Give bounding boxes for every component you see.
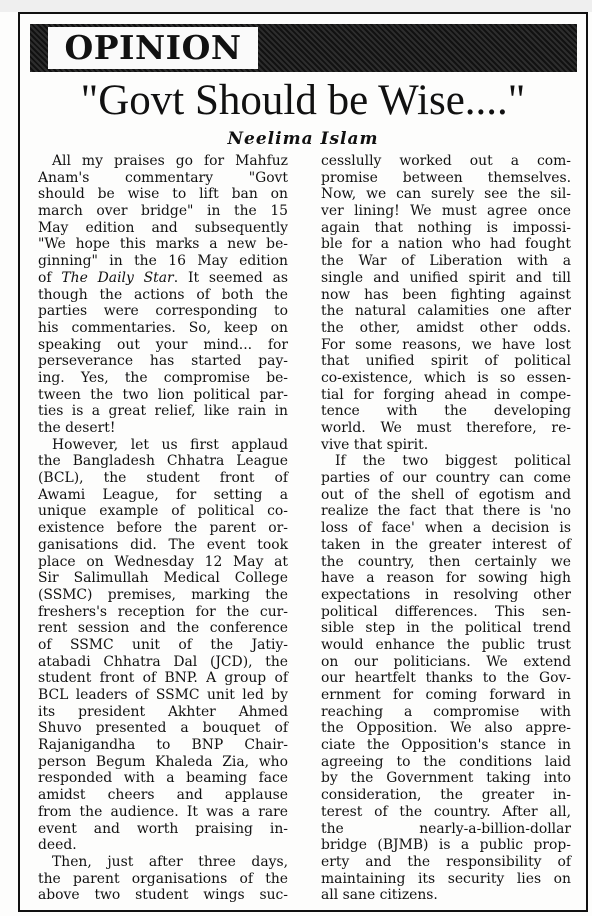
text-line: [321, 487, 571, 504]
text-line: [38, 420, 288, 437]
text-line-body: terest of the country. After all,: [321, 803, 571, 820]
text-line: [321, 153, 571, 170]
text-line-body: the War of Liberation with a: [321, 253, 571, 270]
text-line: [321, 520, 571, 537]
text-line: [321, 420, 571, 437]
text-line: [38, 754, 288, 771]
text-line-body: Shuvo presented a bouquet of: [38, 720, 288, 737]
article-column-left: [38, 153, 288, 904]
text-line-body: All my praises go for Mahfuz: [52, 153, 288, 169]
text-line: [321, 854, 571, 871]
text-line-body: ties is a great relief, like rain in: [38, 403, 288, 420]
text-line: [38, 520, 288, 537]
text-line-body: above two student wings suc-: [38, 887, 288, 904]
text-line-body: should be wise to lift ban on: [38, 186, 288, 203]
text-line: [38, 303, 288, 320]
text-line-body: single and unified spirit and till: [321, 269, 571, 286]
text-line-body: world. We must therefore, re-: [321, 420, 571, 436]
text-line-body: the Bangladesh Chhatra League: [38, 453, 288, 470]
text-line-body: though the actions of both the: [38, 286, 288, 303]
text-line: [38, 670, 288, 687]
text-line-body: place on Wednesday 12 May at: [38, 553, 288, 570]
text-line: [38, 387, 288, 404]
text-line-body: However, let us first applaud: [52, 436, 288, 453]
text-line-body: our heartfelt thanks to the Gov-: [321, 670, 571, 687]
text-line-body: have a reason for sowing high: [321, 570, 571, 587]
text-line-body: speaking out your mind... for: [38, 336, 288, 353]
text-line-body: BCL leaders of SSMC unit led by: [38, 687, 288, 703]
text-line: [38, 353, 288, 370]
article-frame: [18, 12, 588, 912]
text-line: [38, 854, 288, 871]
text-line-body: student front of BNP. A group of: [38, 670, 288, 687]
text-line-body: For some reasons, we have lost: [321, 336, 571, 353]
text-line: [38, 453, 288, 470]
text-line-body: now has been fighting against: [321, 286, 571, 303]
text-line: [38, 604, 288, 621]
text-line-body: the parent organisations of the: [38, 870, 288, 887]
text-line: [38, 687, 288, 704]
text-line-body: that unified spirit of political: [321, 353, 571, 370]
text-line: [321, 821, 571, 838]
article-headline: "Govt Should be Wise....": [80, 77, 526, 124]
text-line-body: sible step in the political trend: [321, 620, 571, 637]
text-line-body: perseverance has started pay-: [38, 353, 288, 370]
text-line-body: agreeing to the conditions laid: [321, 753, 571, 770]
text-line-body: Sir Salimullah Medical College: [38, 570, 288, 587]
text-line-body: co-existence, which is so essen-: [321, 369, 571, 386]
text-line: [321, 503, 571, 520]
text-line: [38, 220, 288, 237]
text-line: [38, 704, 288, 721]
text-line-body: realize the fact that there is 'no: [321, 503, 571, 520]
text-line: [38, 253, 288, 270]
text-line: [321, 604, 571, 621]
text-line: [38, 570, 288, 587]
text-line-body: person Begum Khaleda Zia, who: [38, 753, 288, 770]
text-line: [38, 270, 288, 287]
text-line-body: reaching a compromise with: [321, 703, 571, 720]
text-line-body: the desert!: [38, 420, 116, 436]
text-line-body: all sane citizens.: [321, 887, 438, 904]
text-line: [321, 670, 571, 687]
text-line: [38, 654, 288, 671]
article-column-right: [321, 153, 571, 904]
text-line: [321, 186, 571, 203]
text-line-body: march over bridge" in the 15: [38, 203, 288, 220]
text-line-body: political differences. This sen-: [321, 603, 571, 620]
text-line-body: the nearly-a-billion-dollar: [321, 820, 571, 837]
text-line-body: its president Akhter Ahmed: [38, 703, 288, 720]
text-line: [321, 387, 571, 404]
text-line: [38, 887, 288, 904]
text-line: [38, 787, 288, 804]
text-line: [38, 720, 288, 737]
text-line: [321, 570, 571, 587]
text-line: [38, 403, 288, 420]
text-line-body: amidst cheers and applause: [38, 787, 288, 804]
text-line-body: (BCL), the student front of: [38, 470, 288, 487]
text-line: [321, 754, 571, 771]
text-line: [38, 554, 288, 571]
text-line: [38, 370, 288, 387]
text-line: [321, 687, 571, 704]
text-line-body: If the two biggest political: [335, 453, 571, 470]
text-line: [321, 370, 571, 387]
text-line: [321, 637, 571, 654]
text-line-body: ble for a nation who had fought: [321, 236, 571, 253]
text-line-body: would enhance the public trust: [321, 636, 571, 653]
text-line-body: ganisations did. The event took: [38, 536, 288, 553]
text-line-body: Now, we can surely see the sil-: [321, 186, 571, 203]
text-line: [38, 503, 288, 520]
text-line: [321, 654, 571, 671]
text-line: [38, 637, 288, 654]
text-line-body: ver lining! We must agree once: [321, 203, 571, 220]
text-line-body: from the audience. It was a rare: [38, 803, 288, 820]
text-line-tail: . It seemed as: [173, 269, 289, 286]
text-line-body: parties were corresponding to: [38, 303, 288, 320]
text-line: [321, 220, 571, 237]
text-line-body: again that nothing is impossi-: [321, 219, 571, 236]
article-byline: Neelima Islam: [227, 129, 379, 149]
newspaper-title: The Daily Star: [61, 269, 174, 286]
text-line: [321, 203, 571, 220]
text-line: [38, 620, 288, 637]
text-line-body: Anam's commentary "Govt: [38, 169, 288, 186]
text-line: [38, 203, 288, 220]
text-line-body: ciate the Opposition's stance in: [321, 737, 571, 754]
text-line-body: tence with the developing: [321, 403, 571, 420]
text-line-body: event and worth praising in-: [38, 820, 288, 837]
text-line: [38, 170, 288, 187]
text-line-body: loss of face' when a decision is: [321, 520, 571, 537]
text-line: [38, 153, 288, 170]
text-line: [321, 170, 571, 187]
text-line-body: taken in the greater interest of: [321, 536, 571, 553]
text-line: [321, 253, 571, 270]
section-banner: [30, 24, 577, 72]
text-line-body: erty and the responsibility of: [321, 853, 571, 870]
text-line-body: Rajanigandha to BNP Chair-: [38, 737, 288, 754]
text-line-body: expectations in resolving other: [321, 586, 571, 603]
text-line: [38, 587, 288, 604]
text-line-body: of: [38, 269, 62, 286]
text-line-body: on our politicians. We extend: [321, 653, 571, 670]
text-line-body: May edition and subsequently: [38, 219, 288, 236]
text-line: [321, 887, 571, 904]
text-line: [321, 737, 571, 754]
text-line-body: (SSMC) premises, marking the: [38, 586, 288, 603]
text-line-body: freshers's reception for the cur-: [38, 603, 288, 620]
text-line: [38, 770, 288, 787]
text-line: [321, 537, 571, 554]
text-line-body: consideration, the greater in-: [321, 787, 571, 804]
text-line-body: of SSMC unit of the Jatiy-: [38, 636, 288, 653]
text-line: [38, 804, 288, 821]
text-line-body: the country, then certainly we: [321, 553, 571, 570]
text-line: [321, 236, 571, 253]
text-line-body: existence before the parent or-: [38, 520, 288, 537]
text-line-body: maintaining its security lies on: [321, 870, 571, 887]
text-line: [38, 737, 288, 754]
text-line-body: out of the shell of egotism and: [321, 486, 571, 503]
text-line-body: ing. Yes, the compromise be-: [38, 369, 288, 386]
text-line-body: the natural calamities one after: [321, 303, 571, 320]
text-line-body: ernment for coming forward in: [321, 687, 571, 703]
text-line: [321, 437, 571, 454]
text-line-body: "We hope this marks a new be-: [38, 236, 288, 253]
text-line-body: his commentaries. So, keep on: [38, 319, 288, 336]
text-line: [38, 287, 288, 304]
text-line-body: tween the two lion political par-: [38, 386, 288, 403]
text-line-body: parties of our country can come: [321, 470, 571, 487]
text-line: [321, 337, 571, 354]
text-line: [321, 320, 571, 337]
text-line-body: by the Government taking into: [321, 770, 571, 787]
text-line: [321, 804, 571, 821]
text-line-body: Awami League, for setting a: [38, 486, 288, 503]
text-line: [321, 470, 571, 487]
text-line: [38, 337, 288, 354]
section-label: OPINION: [48, 27, 258, 69]
text-line-body: the Opposition. We also appre-: [321, 720, 571, 737]
text-line-body: Then, just after three days,: [52, 853, 288, 870]
text-line: [321, 787, 571, 804]
text-line-body: tial for forging ahead in compe-: [321, 386, 571, 403]
text-line: [38, 236, 288, 253]
text-line: [38, 871, 288, 888]
text-line-body: atabadi Chhatra Dal (JCD), the: [38, 653, 288, 670]
text-line: [321, 871, 571, 888]
text-line: [38, 821, 288, 838]
text-line: [321, 287, 571, 304]
text-line: [321, 837, 571, 854]
text-line: [38, 470, 288, 487]
text-line: [38, 537, 288, 554]
text-line: [321, 554, 571, 571]
text-line: [321, 270, 571, 287]
text-line: [321, 720, 571, 737]
text-line-body: ginning" in the 16 May edition: [38, 253, 288, 270]
text-line: [38, 186, 288, 203]
text-line-body: unique example of political co-: [38, 503, 288, 520]
text-line-body: responded with a beaming face: [38, 770, 288, 787]
text-line: [321, 303, 571, 320]
text-line: [321, 353, 571, 370]
scan-edge: [0, 0, 592, 12]
text-line: [321, 403, 571, 420]
text-line: [321, 587, 571, 604]
text-line: [321, 453, 571, 470]
text-line: [321, 704, 571, 721]
text-line-body: cesslully worked out a com-: [321, 153, 571, 169]
text-line-body: bridge (BJMB) is a public prop-: [321, 837, 571, 854]
text-line: [38, 837, 288, 854]
text-line-body: promise between themselves.: [321, 169, 571, 186]
text-line-body: the other, amidst other odds.: [321, 319, 571, 336]
text-line: [321, 770, 571, 787]
text-line: [38, 487, 288, 504]
text-line: [321, 620, 571, 637]
text-line-body: vive that spirit.: [321, 436, 429, 453]
text-line: [38, 437, 288, 454]
text-line-body: deed.: [38, 837, 77, 854]
text-line: [38, 320, 288, 337]
text-line-body: rent session and the conference: [38, 620, 288, 637]
